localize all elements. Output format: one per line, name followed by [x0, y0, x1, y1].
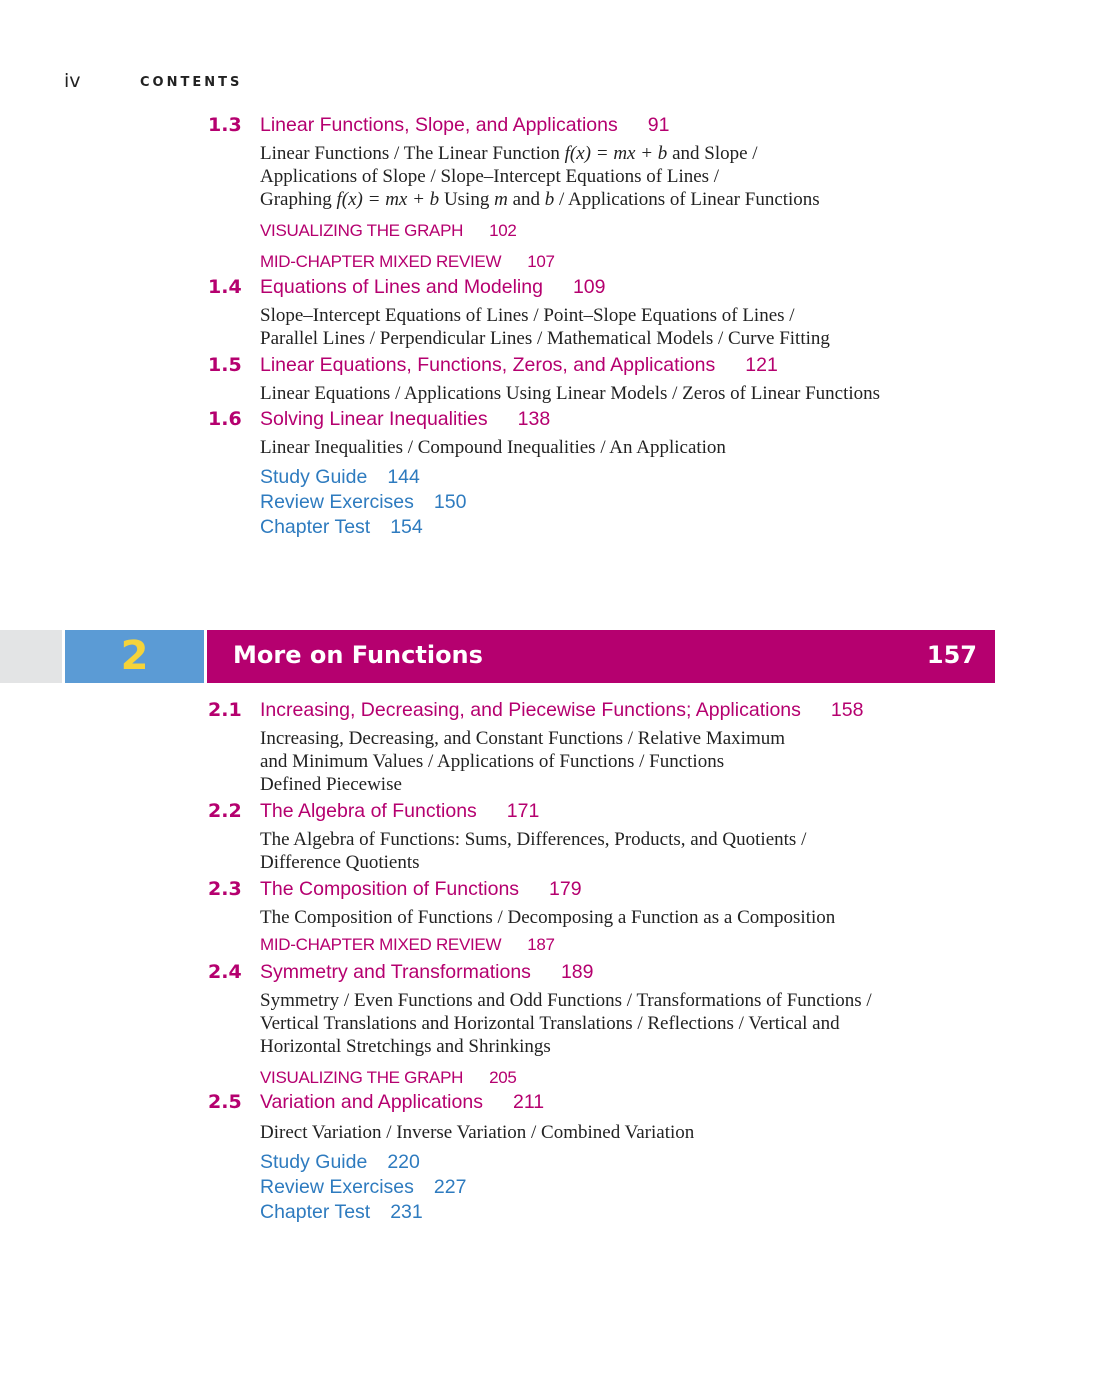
section-title-link[interactable]: The Algebra of Functions 171: [260, 800, 540, 822]
section-1-6: [208, 408, 959, 540]
feature-mid-chapter-review[interactable]: MID-CHAPTER MIXED REVIEW 107: [260, 252, 555, 271]
section-2-3: [208, 878, 959, 960]
section-page: 91: [647, 114, 670, 136]
review-exercises-link[interactable]: Review Exercises 150: [260, 491, 467, 513]
section-2-1: [208, 699, 959, 796]
running-head: CONTENTS: [140, 75, 243, 90]
section-title-link[interactable]: Symmetry and Transformations 189: [260, 961, 594, 983]
section-page: 189: [560, 961, 594, 983]
chapter-2-end-matter: [208, 1150, 959, 1225]
chapter-2-heading[interactable]: [0, 630, 995, 683]
section-topics: Linear Inequalities / Compound Inequalities / An Application: [260, 437, 726, 458]
section-2-4: [208, 961, 959, 1093]
study-guide-link[interactable]: Study Guide 144: [260, 466, 420, 488]
section-number: 1.3: [208, 114, 242, 136]
chapter-test-link[interactable]: Chapter Test 154: [260, 516, 423, 538]
page-folio: iv: [64, 70, 81, 92]
review-exercises-link[interactable]: Review Exercises 227: [260, 1176, 467, 1198]
section-title-link[interactable]: Increasing, Decreasing, and Piecewise Functions; Applications 158: [260, 699, 864, 721]
section-title-link[interactable]: Linear Equations, Functions, Zeros, and Applications 121: [260, 354, 778, 376]
chapter-title: More on Functions: [233, 641, 483, 669]
section-1-4: [208, 276, 959, 350]
section-page: 158: [830, 699, 864, 721]
chapter-bar-tab: [0, 630, 62, 683]
feature-visualizing-the-graph[interactable]: VISUALIZING THE GRAPH 102: [260, 221, 517, 240]
section-topics: Increasing, Decreasing, and Constant Functions / Relative Maximum and Minimum Values / Applications of Functions / Functions Defined Piecewise: [260, 728, 786, 795]
section-number: 2.4: [208, 961, 242, 983]
section-number: 2.3: [208, 878, 242, 900]
section-page: 121: [745, 354, 778, 376]
feature-mid-chapter-review[interactable]: MID-CHAPTER MIXED REVIEW 187: [260, 935, 555, 954]
section-topics: Direct Variation / Inverse Variation / Combined Variation: [260, 1122, 695, 1143]
section-topics: Slope–Intercept Equations of Lines / Point–Slope Equations of Lines / Parallel Lines / Perpendicular Lines / Mathematical Models / Curve Fitting: [260, 305, 830, 349]
section-topics: The Algebra of Functions: Sums, Differences, Products, and Quotients / Difference Quotients: [260, 829, 807, 873]
section-1-5: [208, 354, 959, 405]
section-title-link[interactable]: Solving Linear Inequalities 138: [260, 408, 551, 430]
section-title-link[interactable]: Variation and Applications 211: [260, 1091, 545, 1113]
section-page: 171: [506, 800, 540, 822]
section-topics: Linear Equations / Applications Using Linear Models / Zeros of Linear Functions: [260, 383, 881, 404]
chapter-title-box: [207, 630, 995, 683]
section-page: 138: [517, 408, 551, 430]
section-page: 211: [512, 1091, 545, 1113]
section-page: 109: [572, 276, 606, 298]
section-topics: Symmetry / Even Functions and Odd Functions / Transformations of Functions / Vertical Translations and Horizontal Translations / Reflections / Vertical and Horizontal Stretchings and Shrinkings: [260, 990, 872, 1057]
section-number: 1.5: [208, 354, 242, 376]
section-number: 2.1: [208, 699, 242, 721]
chapter-page: 157: [926, 641, 977, 669]
section-number: 1.6: [208, 408, 242, 430]
section-title-link[interactable]: The Composition of Functions 179: [260, 878, 582, 900]
section-number: 2.2: [208, 800, 242, 822]
section-2-2: [208, 800, 959, 874]
section-number: 2.5: [208, 1091, 242, 1113]
section-topics: The Composition of Functions / Decomposing a Function as a Composition: [260, 907, 836, 928]
chapter-number: 2: [120, 633, 149, 679]
section-number: 1.4: [208, 276, 242, 298]
section-2-5: [208, 1091, 959, 1225]
chapter-test-link[interactable]: Chapter Test 231: [260, 1201, 423, 1223]
section-topics: Linear Functions / The Linear Function f(x) = mx + b and Slope / Applications of Slope / Slope–Intercept Equations of Lines / Graphing f(x) = mx + b Using m and b / Applications of Linear Functions: [260, 143, 820, 210]
section-title-link[interactable]: Equations of Lines and Modeling 109: [260, 276, 606, 298]
study-guide-link[interactable]: Study Guide 220: [260, 1151, 420, 1173]
section-title-link[interactable]: Linear Functions, Slope, and Applications 91: [260, 114, 670, 136]
chapter-number-box: [65, 630, 204, 683]
section-1-3: [208, 114, 959, 277]
feature-visualizing-the-graph[interactable]: VISUALIZING THE GRAPH 205: [260, 1068, 517, 1087]
section-page: 179: [549, 878, 582, 900]
chapter-1-end-matter: [208, 465, 959, 540]
